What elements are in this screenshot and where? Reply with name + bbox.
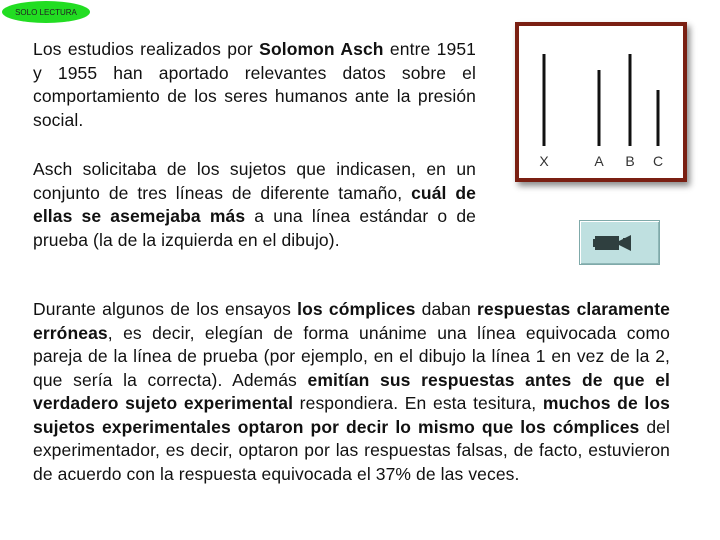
body-text: , es decir, elegían de forma unánime una línea equivocada como pareja de la línea de prueba (por ejemplo, en el dibujo la línea 1 en vez de la 2, que sería la correcta). Además [33, 322, 670, 390]
emphasis-text: Solomon Asch [259, 39, 384, 59]
body-text: a una línea estándar o de prueba (la de la izquierda en el dibujo). [33, 206, 476, 250]
read-only-badge-label: SOLO LECTURA [15, 7, 77, 17]
body-text: entre 1951 y 1955 han aportado relevantes datos sobre el comportamiento de los seres humanos ante la presión social. [33, 39, 476, 130]
play-video-button[interactable] [579, 220, 660, 265]
label-x: X [539, 153, 549, 169]
asch-lines-figure [515, 22, 687, 182]
video-camera-icon [593, 232, 635, 254]
label-c: C [652, 153, 664, 169]
label-b: B [625, 153, 635, 169]
emphasis-text: muchos de los sujetos experimentales optaron por decir lo mismo que los cómplices [33, 393, 671, 437]
emphasis-text: cuál de ellas se asemejaba más [33, 182, 476, 226]
body-text: daban [415, 299, 477, 319]
body-text: Asch solicitaba de los sujetos que indicasen, en un conjunto de tres líneas de diferente tamaño, [33, 159, 476, 203]
asch-lines-diagram [519, 26, 683, 178]
body-text: Los estudios realizados por [33, 39, 260, 59]
label-a: A [594, 153, 604, 169]
emphasis-text: respuestas claramente erróneas [33, 299, 670, 343]
read-only-badge [2, 1, 90, 23]
body-text: respondiera. En esta tesitura, [293, 393, 543, 413]
emphasis-text: emitían sus respuestas antes de que el verdadero sujeto experimental [33, 369, 670, 413]
paragraph-intro [33, 38, 476, 132]
paragraph-task [33, 158, 476, 252]
body-text: del experimentador, es decir, optaron por las respuestas falsas, de facto, estuvieron de acuerdo con la respuesta equivocada el 37% de las veces. [33, 416, 671, 484]
body-text: Durante algunos de los ensayos [33, 299, 298, 319]
paragraph-results [33, 298, 670, 486]
emphasis-text: los cómplices [297, 299, 416, 319]
